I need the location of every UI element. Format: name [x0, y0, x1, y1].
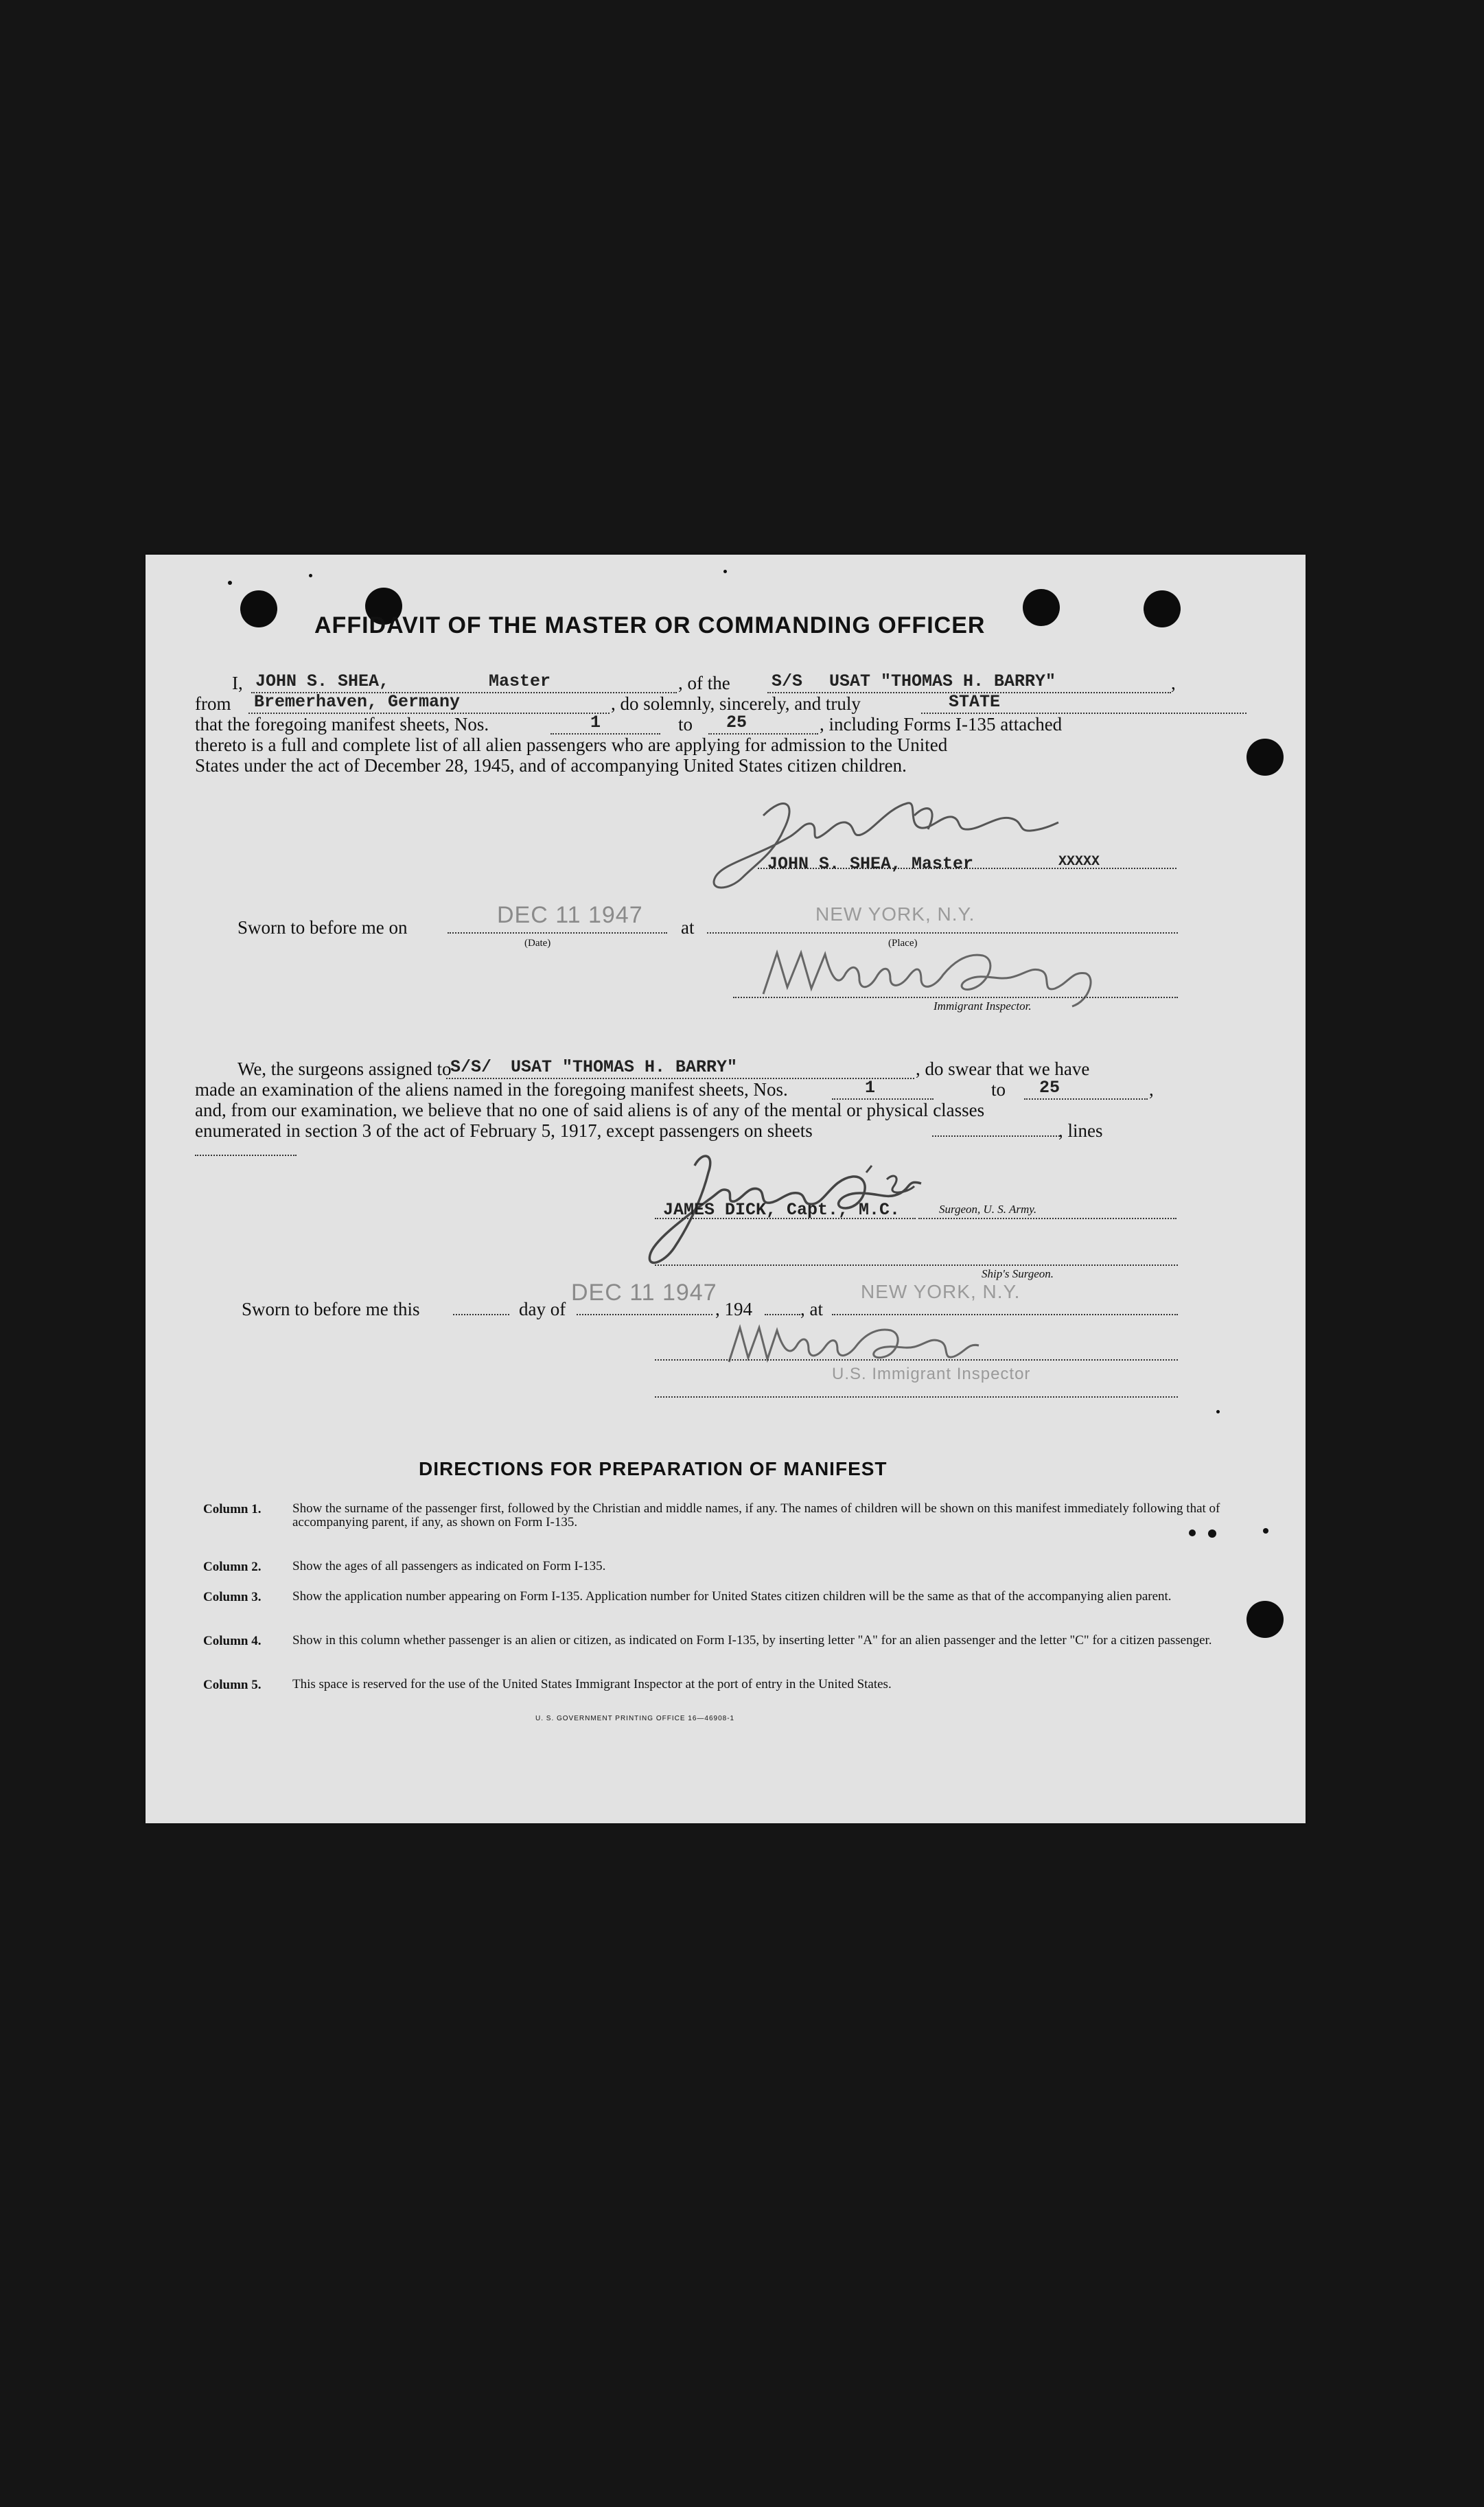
sheet-to: 25: [726, 713, 747, 732]
punch-hole: [1144, 590, 1181, 627]
column-label: Column 5.: [203, 1678, 262, 1692]
place-stamp: NEW YORK, N.Y.: [861, 1281, 1021, 1302]
affidavit-text: , including Forms I-135 attached: [820, 714, 1063, 735]
column-instruction: Show the application number appearing on Form I-135. Application number for United States citizen children will be the same as that of the accompanying alien parent.: [292, 1589, 1172, 1604]
ship-prefix: S/S/: [450, 1057, 492, 1077]
surgeons-text: enumerated in section 3 of the act of February 5, 1917, except passengers on sheets: [195, 1120, 813, 1141]
surgeons-text: made an examination of the aliens named in the foregoing manifest sheets, Nos.: [195, 1079, 788, 1100]
fill-line: [733, 997, 1178, 998]
date-stamp: DEC 11 1947: [571, 1280, 717, 1306]
printing-office-line: U. S. GOVERNMENT PRINTING OFFICE 16—46908-1: [535, 1715, 735, 1722]
speck: [1263, 1528, 1268, 1534]
fill-line: [655, 1359, 1178, 1361]
affidavit-text: I,: [232, 673, 243, 693]
speck: [1216, 1410, 1220, 1413]
fill-line: [655, 1396, 1178, 1398]
fill-line: [195, 1155, 297, 1156]
surgeons-text: to: [991, 1079, 1006, 1100]
fill-line: [453, 1314, 509, 1315]
punch-hole: [240, 590, 277, 627]
master-rank: Master: [489, 671, 551, 691]
punch-hole: [1247, 739, 1284, 776]
ship-prefix: S/S: [772, 671, 803, 691]
fill-line: [1024, 1098, 1148, 1100]
speck: [1189, 1529, 1196, 1536]
affidavit-text: ,: [1171, 673, 1176, 693]
at-label: , at: [800, 1299, 823, 1319]
fill-line: [577, 1314, 712, 1315]
fill-line: [918, 1218, 1176, 1219]
surgeons-text: , lines: [1058, 1120, 1103, 1141]
surgeons-text: ,: [1149, 1079, 1154, 1100]
day-label: day of: [519, 1299, 566, 1319]
master-typed-name: JOHN S. SHEA, Master: [767, 854, 974, 874]
affidavit-text: to: [678, 714, 693, 735]
fill-line: [448, 932, 667, 934]
column-instruction: This space is reserved for the use of the United States Immigrant Inspector at the port of entry in the United States.: [292, 1677, 892, 1691]
year-label: , 194: [715, 1299, 752, 1319]
inspector-caption: Immigrant Inspector.: [934, 1000, 1032, 1013]
affidavit-text: , do solemnly, sincerely, and truly: [611, 693, 861, 714]
master-signature: [681, 788, 1065, 901]
date-stamp: DEC 11 1947: [497, 902, 643, 928]
surgeons-text: and, from our examination, we believe that no one of said aliens is of any of the mental or physical classes: [195, 1100, 985, 1120]
place-stamp: NEW YORK, N.Y.: [815, 903, 975, 925]
punch-hole: [1247, 1601, 1284, 1638]
inspector-signature: [750, 939, 1106, 1018]
fill-line: [655, 1218, 916, 1219]
sheet-from: 1: [590, 713, 601, 732]
column-label: Column 1.: [203, 1502, 262, 1516]
punch-hole: [1023, 589, 1060, 626]
column-label: Column 3.: [203, 1590, 262, 1604]
ship-name: USAT "THOMAS H. BARRY": [511, 1057, 738, 1077]
sheet-from: 1: [865, 1078, 876, 1098]
struck-text: XXXXX: [1058, 854, 1100, 870]
state-word: STATE: [949, 692, 1001, 712]
surgeon-typed-name: JAMES DICK, Capt., M.C.: [663, 1200, 901, 1220]
fill-line: [707, 932, 1178, 934]
surgeon-caption: Surgeon, U. S. Army.: [939, 1203, 1037, 1216]
column-instruction: Show the ages of all passengers as indicated on Form I-135.: [292, 1559, 606, 1573]
affidavit-title: AFFIDAVIT OF THE MASTER OR COMMANDING OFFICER: [314, 612, 986, 638]
column-instruction: Show in this column whether passenger is an alien or citizen, as indicated on Form I-135, by inserting letter "A" for an alien passenger and the letter "C" for a citizen passenger.: [292, 1633, 1212, 1648]
speck: [309, 574, 312, 577]
inspector-stamp: U.S. Immigrant Inspector: [832, 1365, 1031, 1383]
affidavit-text: thereto is a full and complete list of all alien passengers who are applying for admission to the United: [195, 735, 948, 755]
affidavit-text: that the foregoing manifest sheets, Nos.: [195, 714, 489, 735]
ship-name: USAT "THOMAS H. BARRY": [829, 671, 1056, 691]
sheet-to: 25: [1039, 1078, 1060, 1098]
port-from: Bremerhaven, Germany: [254, 692, 461, 712]
date-caption: (Date): [524, 938, 551, 949]
surgeons-text: We, the surgeons assigned to: [237, 1059, 452, 1079]
speck: [1208, 1529, 1216, 1538]
fill-line: [655, 1264, 1178, 1266]
affidavit-text: from: [195, 693, 231, 714]
at-label: at: [681, 917, 695, 938]
column-instruction: Show the surname of the passenger first, followed by the Christian and middle names, if any. The names of children will be shown on this manifest immediately following that of accompanying parent, if any, as shown on Form I-135.: [292, 1501, 1220, 1529]
speck: [228, 581, 232, 585]
speck: [723, 570, 727, 573]
place-caption: (Place): [888, 938, 918, 949]
directions-title: DIRECTIONS FOR PREPARATION OF MANIFEST: [419, 1458, 888, 1479]
master-name: JOHN S. SHEA,: [255, 671, 390, 691]
affidavit-text: , of the: [678, 673, 730, 693]
surgeons-text: , do swear that we have: [916, 1059, 1090, 1079]
sworn-label: Sworn to before me this: [242, 1299, 420, 1319]
column-label: Column 2.: [203, 1560, 262, 1574]
ships-surgeon-caption: Ship's Surgeon.: [982, 1267, 1054, 1280]
column-label: Column 4.: [203, 1634, 262, 1648]
manifest-affidavit-page: [146, 555, 1306, 1823]
sworn-label: Sworn to before me on: [237, 917, 408, 938]
affidavit-text: States under the act of December 28, 1945, and of accompanying United States citizen children.: [195, 755, 907, 776]
fill-line: [932, 1135, 1060, 1137]
